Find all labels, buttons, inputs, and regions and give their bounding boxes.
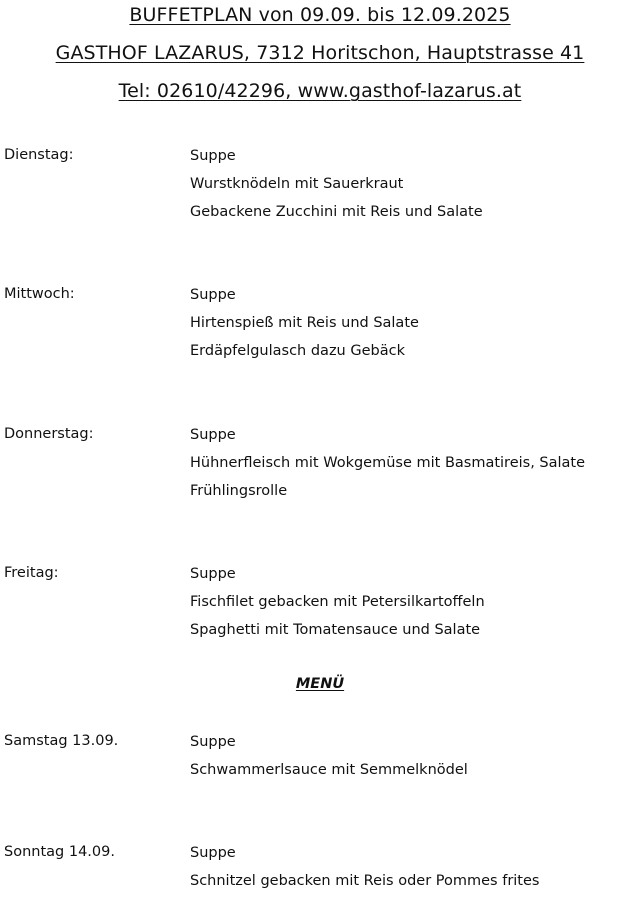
dish-item: Frühlingsrolle	[190, 483, 288, 499]
dish-item: Erdäpfelgulasch dazu Gebäck	[190, 343, 405, 359]
title-buffetplan: BUFFETPLAN von 09.09. bis 12.09.2025	[129, 4, 511, 26]
dish-item: Suppe	[190, 148, 236, 164]
day-label: Samstag 13.09.	[4, 733, 119, 749]
day-label: Dienstag:	[4, 147, 74, 163]
dish-item: Gebackene Zucchini mit Reis und Salate	[190, 204, 483, 220]
day-label: Freitag:	[4, 565, 59, 581]
dish-item: Hühnerfleisch mit Wokgemüse mit Basmatireis, Salate	[190, 455, 586, 471]
dish-item: Schnitzel gebacken mit Reis oder Pommes frites	[190, 873, 540, 889]
dish-item: Wurstknödeln mit Sauerkraut	[190, 176, 404, 192]
dish-list	[190, 286, 419, 370]
dish-list	[190, 844, 539, 900]
dish-item: Suppe	[190, 734, 236, 750]
menu-heading: MENÜ	[295, 676, 345, 692]
day-label: Mittwoch:	[4, 286, 75, 302]
dish-list	[190, 147, 483, 231]
dish-list	[190, 733, 468, 789]
dish-item: Suppe	[190, 566, 236, 582]
dish-list	[190, 426, 585, 510]
dish-item: Suppe	[190, 845, 236, 861]
day-label: Sonntag 14.09.	[4, 844, 115, 860]
dish-item: Fischfilet gebacken mit Petersilkartoffeln	[190, 594, 485, 610]
dish-item: Suppe	[190, 427, 236, 443]
dish-list	[190, 565, 485, 649]
title-contact: Tel: 02610/42296, www.gasthof-lazarus.at	[118, 80, 522, 102]
dish-item: Schwammerlsauce mit Semmelknödel	[190, 762, 468, 778]
title-restaurant-address: GASTHOF LAZARUS, 7312 Horitschon, Hauptstrasse 41	[55, 42, 585, 64]
dish-item: Suppe	[190, 287, 236, 303]
dish-item: Hirtenspieß mit Reis und Salate	[190, 315, 419, 331]
dish-item: Spaghetti mit Tomatensauce und Salate	[190, 622, 481, 638]
day-label: Donnerstag:	[4, 426, 94, 442]
